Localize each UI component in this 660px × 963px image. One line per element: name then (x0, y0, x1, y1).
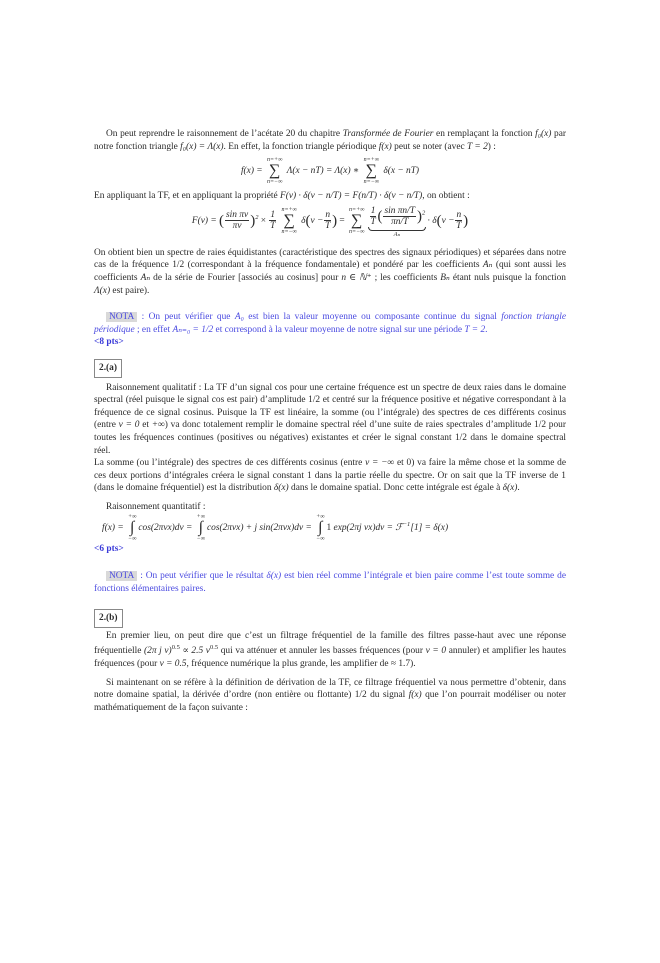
text: Si maintenant on se réfère à la définition de dérivation de la TF, ce filtrage fréquentiel va nous permettre d’obtenir, dans notre domaine spatial, la dérivée d’ordre (non entière ou flottante) 1/2 du signal (94, 677, 566, 701)
text: (qui sont aussi les coefficients (94, 260, 566, 283)
exponent: 2 (421, 209, 426, 217)
numerator: 1 (370, 205, 376, 216)
eq-term: cos(2πνx) + j sin(2πνx)dν = (207, 523, 312, 534)
paragraph-qualitative-2 (94, 457, 566, 495)
math: δ(x) (273, 483, 289, 494)
brace-label: Aₙ (393, 230, 401, 238)
eq-term: ν − (441, 215, 455, 226)
text: . (485, 324, 488, 335)
text: est bien réel comme l’intégrale et bien paire comme l’est toute somme de fonctions élémentaires paires. (94, 571, 566, 594)
integral-operator: +∞ ∫ −∞ (316, 514, 325, 543)
eq-term: [1] = δ(x) (410, 523, 449, 534)
points-label: <6 pts> (94, 544, 124, 555)
eq-lhs: f(x) = (240, 166, 263, 177)
sum-upper: n=+∞ (349, 206, 365, 213)
sum-operator: n=+∞ ∑ n=−∞ (363, 157, 380, 186)
text: et (139, 420, 152, 431)
math: F(ν) · δ(ν − n/T) = F(n/T) · δ(ν − n/T) (280, 191, 423, 202)
eq-term: 1 (326, 523, 332, 534)
section-label-2a: 2.(a) (94, 359, 122, 378)
text: , fréquence numérique la plus grande, les amplifier de (186, 659, 391, 670)
text: ; en effet (134, 324, 173, 335)
text: ; les coefficients (371, 272, 441, 283)
text: . En effet, la fonction triangle périodique (223, 141, 379, 152)
paragraph-derivative (94, 677, 566, 715)
nota-block-1 (94, 311, 566, 336)
nota-badge: NOTA (106, 571, 137, 581)
math: Aₙ₌₀ = 1/2 (172, 324, 214, 335)
numerator: n (456, 210, 462, 221)
sum-upper: n=+∞ (363, 157, 380, 164)
paragraph-spectrum (94, 247, 566, 297)
fraction (225, 210, 249, 231)
paragraph-filter (94, 630, 566, 671)
math: A₀ (234, 312, 244, 323)
equation-periodic-triangle (94, 156, 566, 186)
sum-operator: n=+∞ ∑ n=−∞ (349, 206, 365, 235)
fraction (370, 206, 377, 227)
exponent: −1 (402, 521, 411, 529)
text: . (517, 483, 520, 494)
section-label-2b: 2.(b) (94, 609, 123, 628)
text: en remplaçant la fonction (433, 129, 536, 139)
int-upper: +∞ (196, 514, 205, 521)
math: f₀(x) (535, 129, 552, 139)
sum-lower: n=−∞ (349, 228, 365, 235)
exponent: 0.5 (209, 644, 219, 652)
italic-term: fonction triangle périodique (94, 312, 566, 335)
text: , on obtient : (422, 191, 470, 202)
math: f₀(x) = Λ(x) (180, 141, 224, 152)
delta: · δ (427, 215, 437, 226)
text: par notre fonction triangle (94, 129, 567, 152)
eq-term: exp(2πj νx)dν = ℱ (331, 523, 403, 534)
text: ) va donc totalement remplir le domaine spectral réel d’une suite de raies spectrales d’amplitude 1/2 pour toutes les fréquences continues (positives ou négatives) existantes et créer le signal constant 1/2 dans le domaine spectral réel. (94, 420, 566, 456)
text: On peut reprendre le raisonnement de l’acétate 20 du chapitre (106, 129, 343, 139)
math: ν = −∞ (365, 458, 395, 469)
text: La somme (ou l’intégrale) des spectres de ces différents cosinus (entre (94, 458, 366, 469)
int-lower: −∞ (128, 536, 137, 543)
text: que l’on pourrait modéliser ou noter mathématiquement de la façon suivante : (94, 690, 566, 713)
paragraph-tf (94, 190, 566, 203)
nota-badge: NOTA (106, 312, 137, 322)
int-lower: −∞ (316, 536, 325, 543)
math: Aₙ (140, 272, 151, 283)
underbrace: $\frac{1}{T}$ ( $\frac{\text{sin πn/T}}{\pi n/T}$ )$^2$ Aₙ (369, 206, 425, 239)
fraction (383, 206, 416, 227)
text: étant nuls puisque la fonction (449, 272, 566, 283)
paragraph-intro (94, 128, 566, 153)
eq-lhs: F(ν) = (191, 215, 217, 226)
text: qui va atténuer et annuler les basses fréquences (pour (218, 646, 426, 657)
math: ν = 0.5 (159, 659, 187, 670)
math: f(x) (378, 141, 392, 152)
math: δ(x) (266, 571, 282, 582)
int-lower: −∞ (196, 536, 205, 543)
text: et 0) va faire la même chose et la somme de ces deux portions d’intégrales créera le signal constant 1 dans la partie réelle du spectre. Or on sait que la TF inverse de 1 (dans le domaine fréquentiel) est la distribution (94, 458, 566, 494)
text: ) : (487, 141, 496, 152)
sum-upper: n=+∞ (281, 206, 297, 213)
text: est bien la valeur moyenne ou composante continue du signal (243, 312, 502, 323)
numerator: 1 (270, 210, 276, 221)
denominator: T (370, 216, 376, 227)
math: +∞ (151, 420, 165, 431)
int-upper: +∞ (128, 514, 137, 521)
math: Aₙ (482, 260, 493, 271)
numerator: n (325, 210, 331, 221)
text: : On peut vérifier que le résultat (137, 571, 267, 582)
quantitative-label: Raisonnement quantitatif : (106, 501, 206, 512)
sum-operator: n=+∞ ∑ n=−∞ (266, 157, 283, 186)
eq-term: cos(2πνx)dν = (138, 523, 193, 534)
text: peut se noter (avec (391, 141, 468, 152)
delta: δ (301, 215, 306, 226)
sum-upper: n=+∞ (266, 157, 283, 164)
sum-lower: n=−∞ (266, 179, 283, 186)
int-upper: +∞ (316, 514, 325, 521)
denominator: πn/T (391, 216, 409, 227)
math: (2π j ν) (144, 646, 172, 657)
text: dans le domaine spatial. Donc cette intégrale est égale à (288, 483, 503, 494)
equation-spectrum: F(ν) = ( $\frac{\text{sin πν}}{\pi\nu}$ )$^2$ × $\frac{1}{T}$ n=+∞ ∑ n=−∞ δ(ν − $\frac{n}{T}$ ) = n=+∞ ∑ n=−∞ $\frac{1}{T}$ ( $\frac{\text{sin πn/T}}{\pi n/T}$ )$^2$ Aₙ · δ(ν − $\frac{n}{T}$ ) (191, 205, 469, 238)
exponent: 0.5 (171, 644, 180, 652)
numerator: sin πν (226, 210, 249, 221)
text: On obtient bien un spectre de raies équidistantes (caractéristique des spectres des signaux périodiques) et séparées dans notre cas de la fréquence 1/2 (correspondant à la fréquence fondamentale) et pondéré par les coefficients (94, 247, 566, 271)
eq-term: Λ(x − nT) = Λ(x) ∗ (286, 166, 360, 177)
operator: × (260, 215, 269, 226)
math: T = 2 (467, 141, 488, 152)
text: de la série de Fourier [associés au cosinus] pour (150, 272, 342, 283)
denominator: T (325, 221, 331, 232)
exponent: 2 (255, 213, 259, 221)
points-label: <8 pts> (94, 337, 124, 348)
sum-lower: n=−∞ (363, 179, 380, 186)
denominator: T (456, 221, 462, 232)
numerator: sin πn/T (384, 205, 415, 216)
nota-block-2 (94, 570, 566, 595)
math: Λ(x) (94, 285, 111, 296)
text: En appliquant la TF, et en appliquant la propriété (94, 191, 281, 202)
text: annuler) et amplifier les hautes fréquences (pour (94, 646, 566, 670)
fraction (324, 210, 331, 231)
math: T = 2 (464, 324, 486, 335)
operator: = (339, 215, 345, 226)
math: δ(x) (502, 483, 518, 494)
math: ν = 0 (118, 420, 140, 431)
text: Raisonnement qualitatif : La TF d’un signal cos pour une certaine fréquence est un spectre de deux raies dans le domaine spectral (réel puisque le signal cos est pair) d’amplitude 1/2 et centré sur la fréquence positive et négative correspondant à la fréquence de ce signal cosinus. Puisque la TF est linéaire, la somme (ou l’intégrale) des spectres de ces différents cosinus (entre (94, 382, 566, 431)
denominator: T (270, 221, 276, 232)
math: ν = 0 (425, 646, 447, 657)
fraction (269, 210, 276, 231)
text: ). (410, 659, 416, 670)
document-page (94, 128, 566, 715)
integral-operator: +∞ ∫ −∞ (196, 514, 205, 543)
text: est paire). (110, 285, 150, 296)
math: n ∈ ℕ⁺ (341, 272, 372, 283)
text: : On peut vérifier que (137, 312, 235, 323)
math: ∝ 2.5 ν (179, 646, 210, 657)
sum-lower: n=−∞ (281, 228, 297, 235)
paragraph-qualitative (94, 382, 566, 458)
eq-term: δ(x − nT) (383, 166, 420, 177)
sum-operator: n=+∞ ∑ n=−∞ (281, 206, 297, 235)
integral-operator: +∞ ∫ −∞ (128, 514, 137, 543)
denominator: πν (232, 221, 242, 232)
chapter-title: Transformée de Fourier (342, 129, 434, 139)
math: ≈ 1.7 (390, 659, 411, 670)
eq-term: ν − (310, 215, 324, 226)
eq-lhs: f(x) = (102, 523, 124, 534)
text: et correspond à la valeur moyenne de notre signal sur une période (213, 324, 465, 335)
fraction (455, 210, 462, 231)
equation-integral (102, 513, 566, 543)
text: En premier lieu, on peut dire que c’est un filtrage fréquentiel de la famille des filtres passe-haut avec une réponse fréquentielle (94, 630, 566, 657)
math: f(x) (408, 690, 422, 701)
math: Bₙ (440, 272, 450, 283)
